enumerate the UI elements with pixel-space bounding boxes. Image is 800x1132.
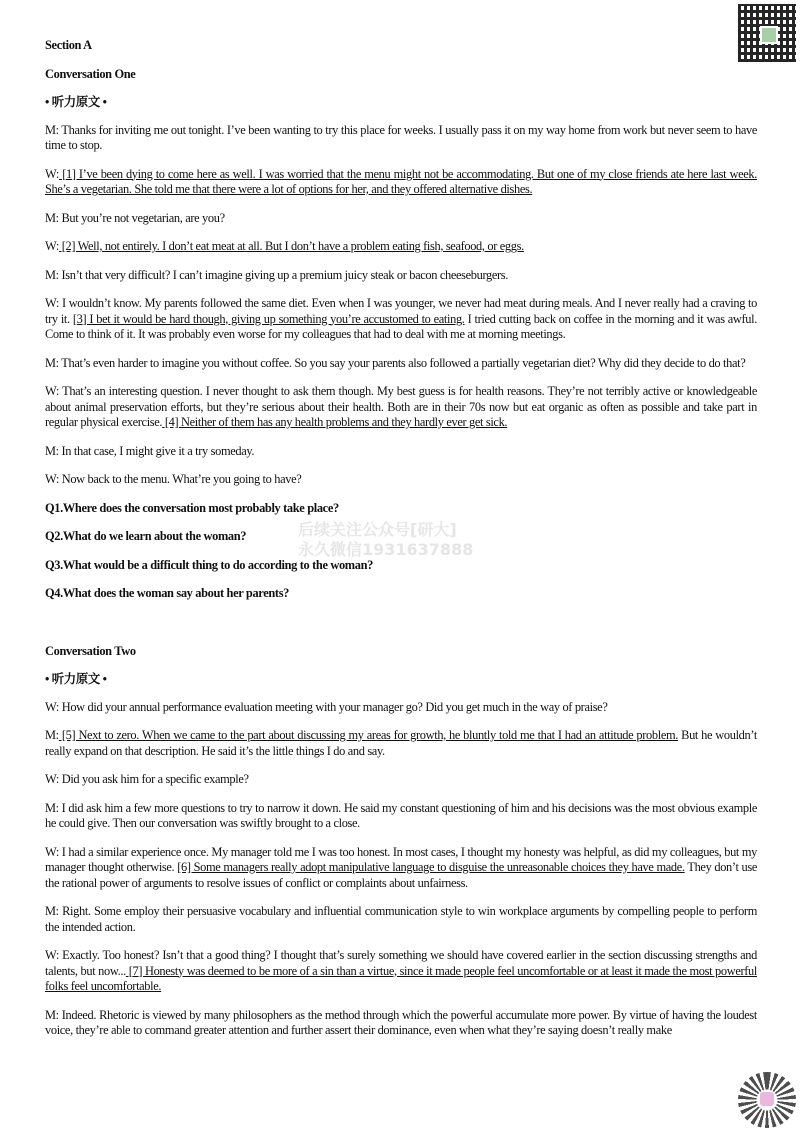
line: W: I wouldn’t know. My parents followed the same diet. Even when I was younger, we never had meat during meals. And I never really had a craving to try it. [3] I bet it would be hard though, giving up something you’re accustomed to eating. I tried cutting back on coffee in the morning and it was awful. Come to think of it. It was probably even worse for my colleagues that had to deal with me at morning meetings. <box>45 296 757 341</box>
question: Q3.What would be a difficult thing to do according to the woman? <box>45 557 373 572</box>
transcript-label: • 听力原文 • <box>45 672 107 686</box>
question: Q1.Where does the conversation most probably take place? <box>45 500 339 515</box>
line: W: [1] I’ve been dying to come here as well. I was worried that the menu might not be accommodating. But one of my close friends ate here last week. She’s a vegetarian. She told me that there were a lot of options for her, and they offered alternative dishes. <box>45 166 757 196</box>
line: M: I did ask him a few more questions to try to narrow it down. He said my constant questioning of him and his decisions was the most obvious example he could give. Then our conversation was swiftly brought to a close. <box>45 800 757 830</box>
transcript-label: • 听力原文 • <box>45 95 107 109</box>
line: M: Thanks for inviting me out tonight. I’ve been wanting to try this place for weeks. I usually pass it on my way home from work but never seem to have time to stop. <box>45 122 757 152</box>
line: W: That’s an interesting question. I never thought to ask them though. My best guess is for health reasons. They’re not terribly active or knowledgeable about animal preservation efforts, but they’re serious about their health. Both are in their 70s now but eat organic as often as possible and take part in regular physical exercise. [4] Neither of them has any health problems and they hardly ever get sick. <box>45 384 757 429</box>
line: M: But you’re not vegetarian, are you? <box>45 210 225 225</box>
qr-code-badge <box>738 1072 796 1128</box>
line: M: Isn’t that very difficult? I can’t imagine giving up a premium juicy steak or bacon cheeseburgers. <box>45 267 509 282</box>
line: M: Right. Some employ their persuasive vocabulary and influential communication style to win workplace arguments by compelling people to perform the intended action. <box>45 904 757 934</box>
line: M: That’s even harder to imagine you without coffee. So you say your parents also followed a partially vegetarian diet? Why did they decide to do that? <box>45 355 746 370</box>
line: W: Did you ask him for a specific example? <box>45 772 249 786</box>
question: Q4.What does the woman say about her parents? <box>45 586 290 600</box>
conversation-two-title: Conversation Two <box>45 643 136 658</box>
document-body <box>45 38 757 1039</box>
conversation-two-lines <box>45 700 757 1039</box>
line: W: I had a similar experience once. My manager told me I was too honest. In most cases, I thought my honesty was helpful, as did my colleagues, but my manager thought otherwise. [6] Some managers really adopt manipulative language to disguise the unreasonable choices they have made. They don’t use the rational power of arguments to resolve issues of conflict or complaints about unfairness. <box>45 844 757 890</box>
line: M: [5] Next to zero. When we came to the part about discussing my areas for growth, he bluntly told me that I had an attitude problem. But he wouldn’t really expand on that description. He said it’s the little things I do and say. <box>45 728 757 758</box>
line: W: [2] Well, not entirely. I don’t eat meat at all. But I don’t have a problem eating fish, seafood, or eggs. <box>45 239 524 253</box>
line: W: Now back to the menu. What’re you going to have? <box>45 472 302 486</box>
line: W: How did your annual performance evaluation meeting with your manager go? Did you get much in the way of praise? <box>45 699 608 714</box>
watermark-line: 永久微信1931637888 <box>298 540 474 559</box>
line: W: Exactly. Too honest? Isn’t that a good thing? I thought that’s surely something we should have covered earlier in the section discussing strengths and talents, but now... [7] Honesty was deemed to be more of a sin than a virtue, since it made people feel uncomfortable or at least it made the most powerful folks feel uncomfortable. <box>45 948 757 993</box>
question: Q2.What do we learn about the woman? <box>45 529 247 543</box>
conversation-one-lines <box>45 123 757 488</box>
conversation-one-questions <box>45 501 757 602</box>
section-title: Section A <box>45 38 92 52</box>
line: M: In that case, I might give it a try someday. <box>45 443 255 458</box>
watermark-line: 后续关注公众号[研大] <box>298 520 457 539</box>
line: M: Indeed. Rhetoric is viewed by many philosophers as the method through which the powerful accumulate more power. By virtue of having the loudest voice, they’re able to command greater attention and further assert their dominance, even when what they’re saying doesn’t really make <box>45 1007 757 1037</box>
conversation-one-title: Conversation One <box>45 66 136 81</box>
